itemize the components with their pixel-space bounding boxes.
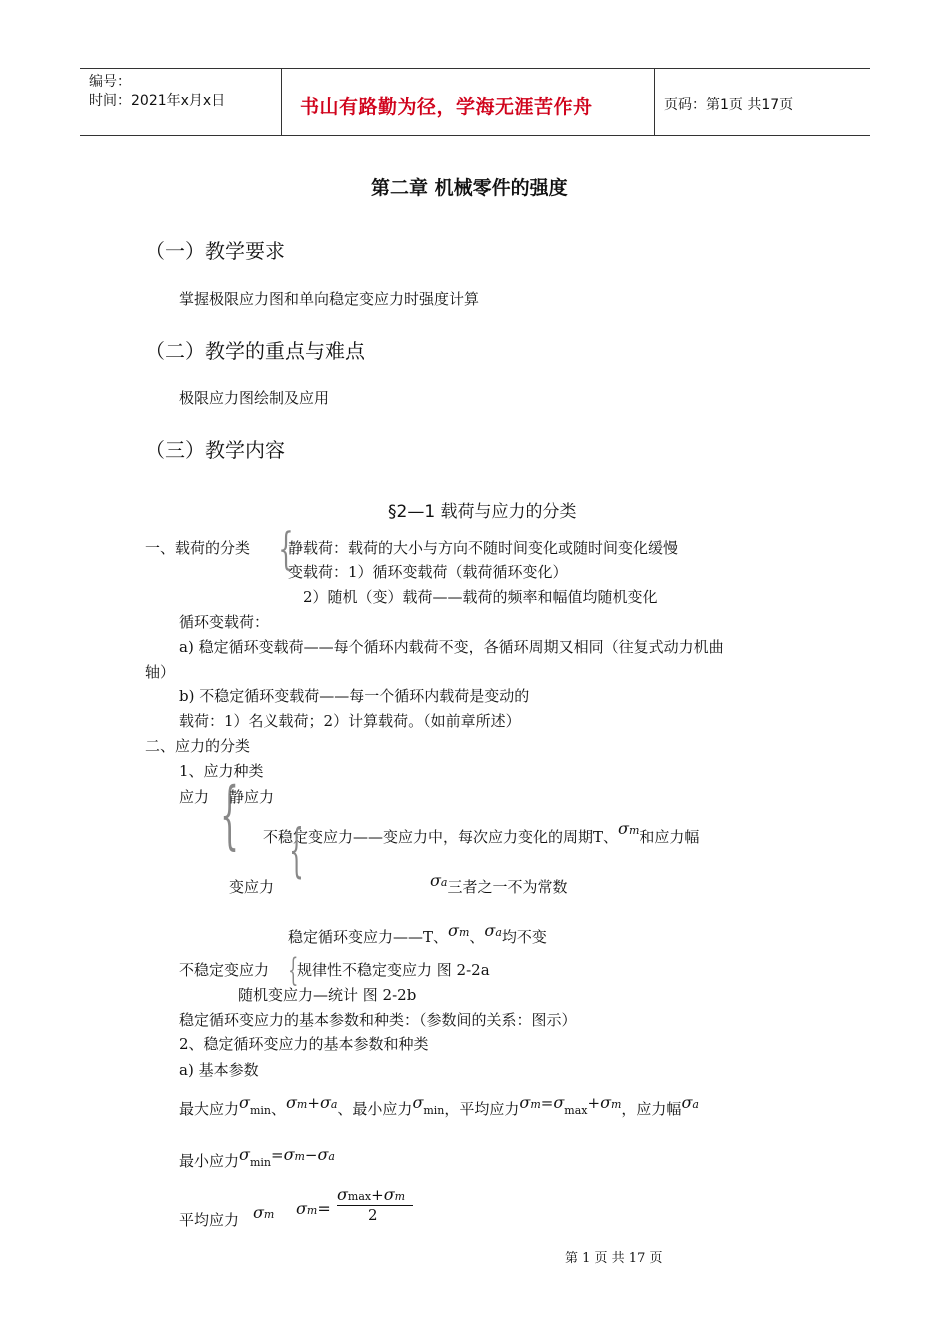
load-brace: {: [278, 524, 294, 575]
params-heading: 2、稳定循环变应力的基本参数和种类: [179, 1035, 429, 1053]
cyclic-b-line: b) 不稳定循环变载荷——每一个循环内载荷是变动的: [179, 687, 530, 705]
header-number-label: 编号：: [89, 74, 131, 90]
header-top-rule: [80, 68, 870, 69]
header-bottom-rule: [80, 135, 870, 136]
chapter-title: 第二章 机械零件的强度: [371, 177, 568, 199]
subsection-title: §2—1 载荷与应力的分类: [388, 502, 577, 522]
formula-mean-label: 平均应力: [179, 1211, 240, 1229]
unsteady-text-main: 不稳定变应力——变应力中，每次应力变化的周期T、: [263, 828, 619, 846]
params-note: 稳定循环变应力的基本参数和种类：（参数间的关系：图示）: [179, 1011, 577, 1029]
stress-brace-inner: {: [289, 816, 304, 884]
header-page-info: 页码：第1页 共17页: [664, 97, 794, 113]
header-time-label: 时间：2021年x月x日: [89, 93, 226, 109]
formula-mean-denominator: 2: [368, 1206, 378, 1224]
cyclic-label: 循环变载荷：: [179, 613, 270, 631]
formula-line-max: 最大应力σmin、σm+σa、最小应力σmin，平均应力σm=σmax+σm，应力幅σa: [179, 1093, 699, 1118]
page-footer: 第 1 页 共 17 页: [565, 1251, 663, 1266]
variable-load: 变载荷：1）循环变载荷（载荷循环变化）: [288, 563, 568, 581]
cyclic-a-line2: 轴）: [145, 663, 176, 681]
formula-line-min: 最小应力σmin=σm−σa: [179, 1145, 335, 1170]
section-title-3: （三）教学内容: [145, 438, 285, 462]
static-stress: 静应力: [229, 788, 275, 806]
not-constant: σa三者之一不为常数: [430, 871, 568, 896]
stress-brace-outer: {: [220, 772, 239, 858]
section-title-2: （二）教学的重点与难点: [145, 339, 365, 363]
unsteady-label: 不稳定变应力: [179, 961, 270, 979]
formula-mean-lhs: σm=: [296, 1199, 331, 1218]
stress-heading: 二、应力的分类: [145, 737, 251, 755]
header-motto: 书山有路勤为径，学海无涯苦作舟: [300, 96, 593, 118]
stress-label: 应力: [179, 788, 210, 806]
sigma-m-symbol: σm: [618, 819, 640, 838]
random-load: 2）随机（变）载荷——载荷的频率和幅值均随机变化: [303, 588, 658, 606]
header-divider-right: [654, 68, 655, 136]
load-heading: 一、载荷的分类: [145, 539, 251, 557]
static-load: 静载荷：载荷的大小与方向不随时间变化或随时间变化缓慢: [288, 539, 679, 557]
cyclic-a-line1: a) 稳定循环变载荷——每个循环内载荷不变，各循环周期又相同（往复式动力机曲: [179, 638, 724, 656]
stress-types-heading: 1、应力种类: [179, 762, 264, 780]
nominal-load: 载荷：1）名义载荷；2）计算载荷。（如前章所述）: [179, 712, 521, 730]
variable-stress: 变应力: [229, 878, 275, 896]
unsteady-brace: {: [288, 951, 299, 989]
section-text-1: 掌握极限应力图和单向稳定变应力时强度计算: [179, 290, 480, 308]
section-text-2: 极限应力图绘制及应用: [179, 389, 330, 407]
unsteady-text-tail: 和应力幅: [639, 828, 700, 846]
formula-mean-numerator: σmax+σm: [337, 1185, 406, 1204]
unsteady-text: [263, 819, 700, 847]
sigma-a-symbol: σa: [430, 871, 448, 890]
formula-mean-sigma: σm: [253, 1203, 275, 1222]
basic-params: a) 基本参数: [179, 1061, 259, 1079]
header-divider-left: [281, 68, 282, 136]
steady-stress: 稳定循环变应力——T、σm、σa均不变: [288, 921, 547, 946]
random-stress: 随机变应力—统计 图 2-2b: [238, 986, 417, 1004]
section-title-1: （一）教学要求: [145, 239, 285, 263]
regular-unsteady: 规律性不稳定变应力 图 2-2a: [297, 961, 490, 979]
